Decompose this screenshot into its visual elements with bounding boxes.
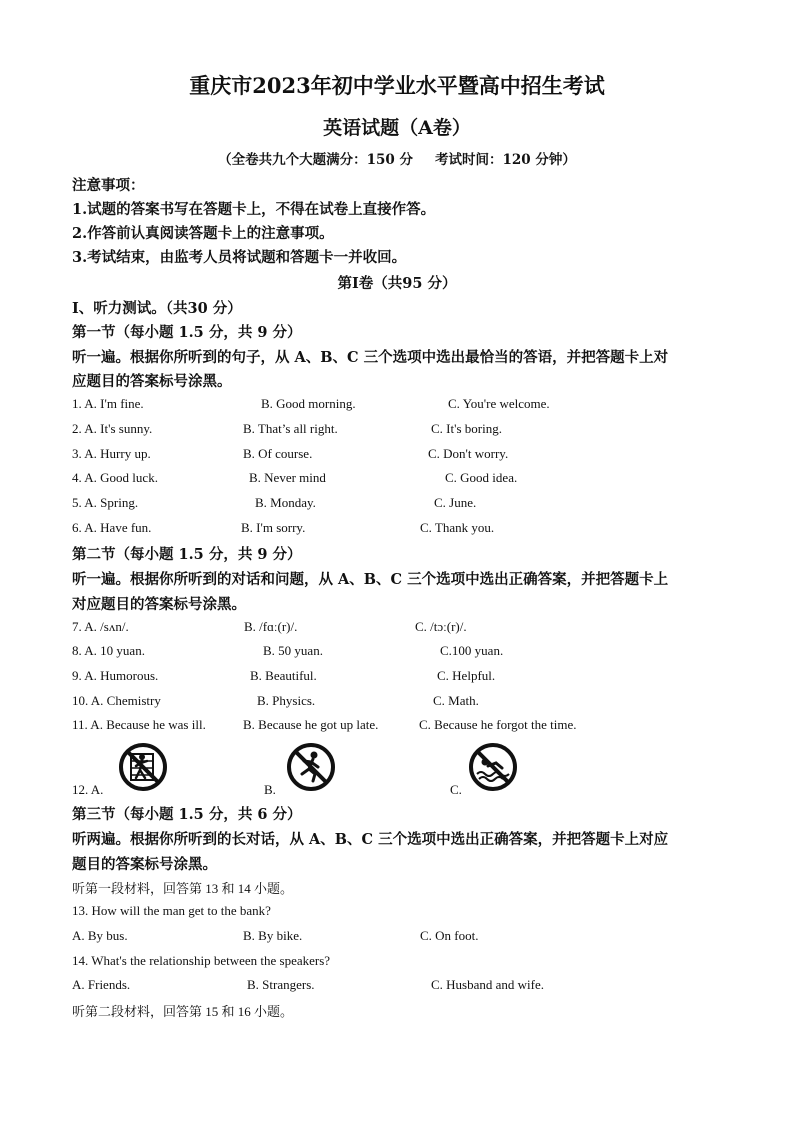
part3-heading: 第三节（每小题 1.5 分，共 6 分） bbox=[72, 806, 302, 823]
part2-instruction: 听一遍。根据你所听到的对话和问题，从 A、B、C 三个选项中选出正确答案，并把答题卡上 bbox=[72, 571, 669, 588]
time-info: 考试时间：120 分钟） bbox=[435, 152, 576, 168]
question-stem: 13. How will the man get to the bank? bbox=[72, 903, 271, 918]
part1-heading: 第一节（每小题 1.5 分，共 9 分） bbox=[72, 324, 302, 341]
notice-item: 2.作答前认真阅读答题卡上的注意事项。 bbox=[72, 225, 334, 242]
notice-heading: 注意事项： bbox=[72, 177, 145, 194]
option-a: 7. A. /sʌn/. bbox=[72, 619, 129, 634]
option-c: C. Because he forgot the time. bbox=[419, 717, 577, 732]
option-a: 12. A. bbox=[72, 782, 104, 797]
option-b: B. 50 yuan. bbox=[263, 643, 323, 658]
option-c: C. It's boring. bbox=[431, 421, 502, 436]
part3-instruction: 题目的答案标号涂黑。 bbox=[72, 856, 217, 873]
option-c: C. June. bbox=[434, 495, 477, 510]
option-b: B. Strangers. bbox=[247, 977, 315, 992]
score-info: （全卷共九个大题满分：150 分 bbox=[218, 152, 413, 168]
option-c: C. Math. bbox=[433, 693, 479, 708]
option-a: A. Friends. bbox=[72, 977, 131, 992]
material-instruction: 听第二段材料，回答第 15 和 16 小题。 bbox=[72, 1004, 294, 1019]
option-b: B. Monday. bbox=[255, 495, 316, 510]
part2-instruction: 对应题目的答案标号涂黑。 bbox=[72, 596, 246, 613]
option-b: B. /fɑː(r)/. bbox=[244, 619, 298, 634]
option-a: 3. A. Hurry up. bbox=[72, 446, 151, 461]
option-c: C. On foot. bbox=[420, 928, 479, 943]
option-b: B. Beautiful. bbox=[250, 668, 317, 683]
no-climbing-sign-icon bbox=[118, 742, 168, 792]
option-a: 10. A. Chemistry bbox=[72, 693, 161, 708]
option-a: 4. A. Good luck. bbox=[72, 470, 158, 485]
option-a: 8. A. 10 yuan. bbox=[72, 643, 145, 658]
option-b: B. Because he got up late. bbox=[243, 717, 379, 732]
option-a: 1. A. I'm fine. bbox=[72, 396, 144, 411]
option-b: B. By bike. bbox=[243, 928, 303, 943]
option-b: B. Never mind bbox=[249, 470, 326, 485]
option-c: C. bbox=[450, 782, 462, 797]
no-running-sign-icon bbox=[286, 742, 336, 792]
option-a: 9. A. Humorous. bbox=[72, 668, 159, 683]
paper-name: 英语试题（A卷） bbox=[323, 117, 471, 139]
option-c: C. Thank you. bbox=[420, 520, 495, 535]
option-b: B. Good morning. bbox=[261, 396, 356, 411]
section-title: Ⅰ、听力测试。（共30 分） bbox=[72, 300, 242, 317]
option-c: C. Helpful. bbox=[437, 668, 496, 683]
no-swimming-sign-icon bbox=[468, 742, 518, 792]
notice-item: 3.考试结束，由监考人员将试题和答题卡一并收回。 bbox=[72, 249, 407, 266]
exam-title: 重庆市2023年初中学业水平暨高中招生考试 bbox=[189, 73, 605, 98]
option-c: C. You're welcome. bbox=[448, 396, 550, 411]
exam-info bbox=[0, 148, 794, 168]
part2-heading: 第二节（每小题 1.5 分，共 9 分） bbox=[72, 546, 302, 563]
notice-item: 1.试题的答案书写在答题卡上，不得在试卷上直接作答。 bbox=[72, 201, 436, 218]
part1-instruction: 听一遍。根据你所听到的句子，从 A、B、C 三个选项中选出最恰当的答语，并把答题卡上对 bbox=[72, 349, 669, 366]
option-b: B. Physics. bbox=[257, 693, 316, 708]
option-b: B. I'm sorry. bbox=[241, 520, 306, 535]
question-stem: 14. What's the relationship between the speakers? bbox=[72, 953, 331, 968]
option-b: B. Of course. bbox=[243, 446, 313, 461]
part1-instruction: 应题目的答案标号涂黑。 bbox=[72, 373, 232, 390]
option-a: 11. A. Because he was ill. bbox=[72, 717, 206, 732]
option-b: B. bbox=[264, 782, 276, 797]
option-c: C. Don't worry. bbox=[428, 446, 509, 461]
option-c: C. /tɔː(r)/. bbox=[415, 619, 467, 634]
part3-instruction: 听两遍。根据你所听到的长对话，从 A、B、C 三个选项中选出正确答案，并把答题卡上对应 bbox=[72, 831, 669, 848]
option-a: 6. A. Have fun. bbox=[72, 520, 152, 535]
option-c: C.100 yuan. bbox=[440, 643, 504, 658]
volume-title: 第Ⅰ卷（共95 分） bbox=[337, 275, 457, 292]
option-c: C. Husband and wife. bbox=[431, 977, 545, 992]
option-a: A. By bus. bbox=[72, 928, 128, 943]
option-c: C. Good idea. bbox=[445, 470, 518, 485]
option-a: 5. A. Spring. bbox=[72, 495, 139, 510]
option-a: 2. A. It's sunny. bbox=[72, 421, 153, 436]
option-b: B. That’s all right. bbox=[243, 421, 338, 436]
material-instruction: 听第一段材料，回答第 13 和 14 小题。 bbox=[72, 881, 294, 896]
